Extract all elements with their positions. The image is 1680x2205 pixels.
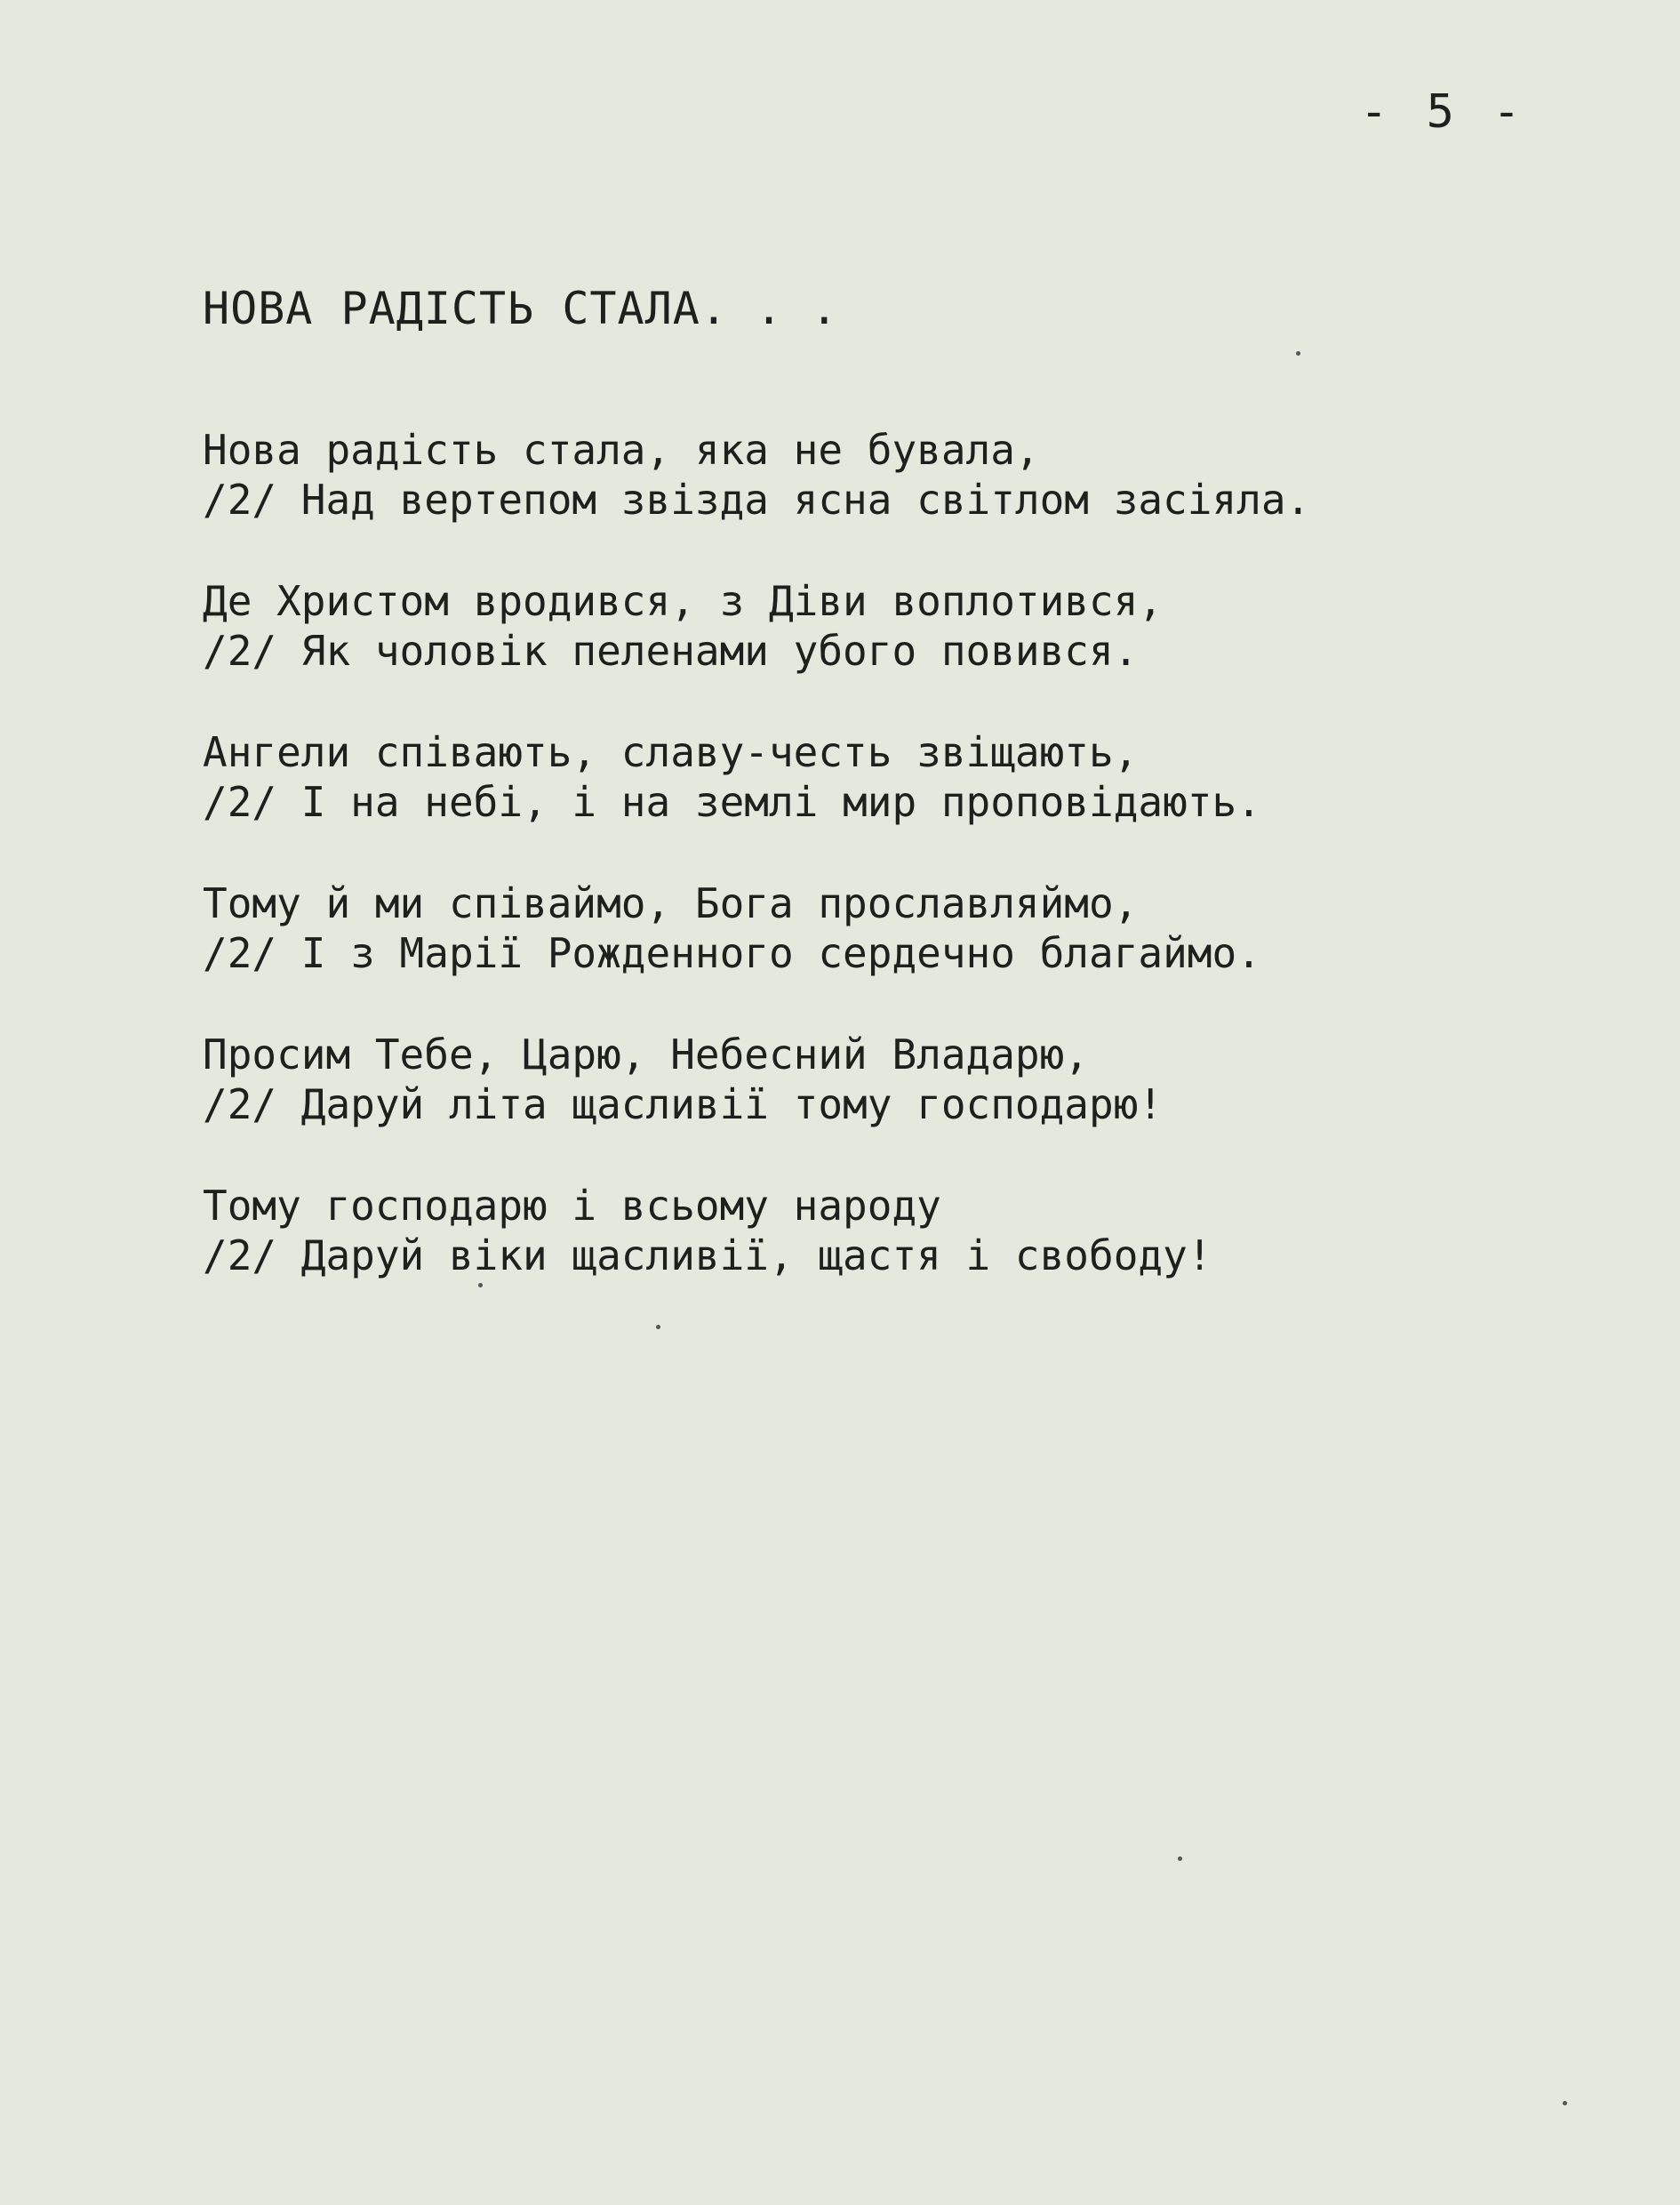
refrain-line: /2/ І на небі, і на землі мир проповідають. xyxy=(203,778,1261,826)
verse-line: Тому господарю і всьому народу xyxy=(203,1182,941,1230)
refrain-line: /2/ Як чоловік пеленами убого повився. xyxy=(203,627,1139,675)
paper-speck xyxy=(478,1283,483,1287)
paper-speck xyxy=(1563,2101,1567,2105)
stanza-4 xyxy=(203,878,1589,978)
stanza-5 xyxy=(203,1030,1589,1129)
paper-speck xyxy=(1296,351,1300,356)
verse-line: Ангели співають, славу-честь звіщають, xyxy=(203,728,1139,776)
refrain-line: /2/ Над вертепом звізда ясна світлом засіяла. xyxy=(203,476,1311,524)
page-number: - 5 - xyxy=(1360,85,1526,139)
refrain-line: /2/ Даруй літа щасливії тому господарю! xyxy=(203,1080,1164,1128)
refrain-line: /2/ І з Марії Рожденного сердечно благаймо. xyxy=(203,929,1261,977)
stanza-2 xyxy=(203,576,1589,676)
stanza-6 xyxy=(203,1181,1589,1280)
stanza-3 xyxy=(203,727,1589,827)
verse-line: Нова радість стала, яка не бувала, xyxy=(203,426,1040,474)
song-title: НОВА РАДІСТЬ СТАЛА. . . xyxy=(203,283,839,334)
verse-line: Тому й ми співаймо, Бога прославляймо, xyxy=(203,879,1139,927)
verse-line: Просим Тебе, Царю, Небесний Владарю, xyxy=(203,1030,1089,1078)
stanza-1 xyxy=(203,425,1589,525)
paper-speck xyxy=(1178,1856,1182,1861)
song-verses xyxy=(203,425,1589,1332)
verse-line: Де Христом вродився, з Діви воплотився, xyxy=(203,577,1164,625)
refrain-line: /2/ Даруй віки щасливії, щастя і свободу! xyxy=(203,1231,1212,1279)
paper-speck xyxy=(656,1325,660,1329)
